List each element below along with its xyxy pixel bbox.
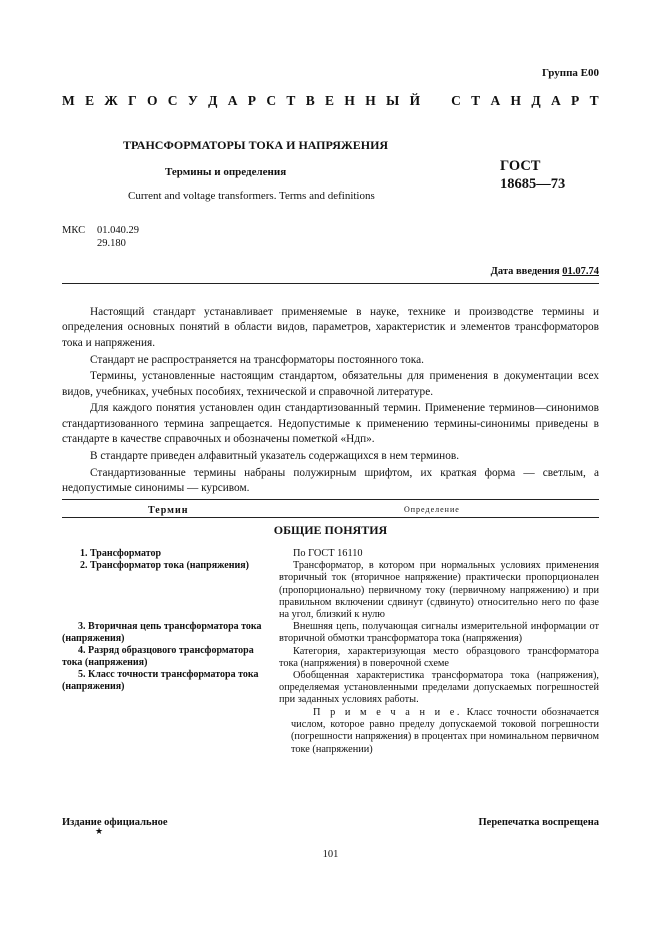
gost-number	[500, 157, 565, 193]
document-title: ТРАНСФОРМАТОРЫ ТОКА И НАПРЯЖЕНИЯ	[123, 138, 389, 152]
banner-letter: О	[146, 93, 158, 108]
page-number: 101	[322, 849, 339, 860]
mks-code: 29.180	[97, 238, 126, 249]
definitions-column	[279, 548, 599, 707]
gost-label: ГОСТ	[500, 158, 541, 174]
banner-letter: Е	[85, 93, 95, 108]
banner-letter: Е	[325, 93, 335, 108]
document-subtitle: Термины и определения	[165, 166, 287, 178]
banner-letter: Г	[128, 93, 137, 108]
banner-letter: Н	[344, 93, 355, 108]
term-1: 1. Трансформатор	[80, 548, 162, 559]
term-3: 3. Вторичная цепь трансформатора тока (напряжения)	[62, 621, 262, 644]
table-header-rule	[62, 517, 599, 518]
official-edition: Издание официальное	[62, 817, 168, 828]
note-paragraph	[291, 707, 599, 756]
preamble-paragraph: В стандарте приведен алфавитный указатель содержащихся в нем терминов.	[90, 449, 460, 462]
banner-letter: Н	[365, 93, 376, 108]
star-icon: ★	[95, 826, 104, 836]
mks-label: МКС	[62, 225, 86, 236]
definition-3: Внешняя цепь, получающая сигналы измерительной информации от вторичной обмотки трансформатора тока (напряжения)	[279, 621, 599, 645]
gost-code: 18685—73	[500, 176, 566, 192]
banner-letter: Р	[247, 93, 257, 108]
banner-letter: Р	[571, 93, 580, 108]
banner-letter: С	[266, 93, 277, 108]
definition-2: Трансформатор, в котором при нормальных условиях применения вторичный ток (вторичное напряжение) практически пропорционален (пропорционально) первичному току (первичному напряжению) и при правильном включении сдвинут (сдвинуто) относительно него по фазе на угол, близкий к нулю	[279, 560, 599, 621]
mks-code: 01.040.29	[97, 225, 139, 236]
banner-letter: М	[62, 93, 75, 108]
banner-letter: Д	[531, 93, 541, 108]
reprint-prohibited: Перепечатка воспрещена	[478, 817, 599, 828]
definition-4: Категория, характеризующая место образцового трансформатора тока (напряжения) в поверочной схеме	[279, 645, 599, 669]
preamble-paragraph: Стандарт не распространяется на трансформаторы постоянного тока.	[90, 353, 424, 366]
banner-letter: Ы	[386, 93, 400, 108]
note-label: П р и м е ч а н и е.	[313, 707, 462, 718]
definition-5: Обобщенная характеристика трансформатора тока (напряжения), определяемая установленными пределами допускаемых погрешностей при заданных условиях работы.	[279, 670, 599, 706]
table-top-rule	[62, 499, 599, 500]
english-title: Current and voltage transformers. Terms and definitions	[128, 190, 375, 202]
preamble	[62, 305, 599, 498]
banner-letter: А	[550, 93, 561, 108]
intro-date-value: 01.07.74	[562, 266, 599, 277]
banner-letter: У	[187, 93, 198, 108]
header-rule	[62, 283, 599, 284]
banner-letter: В	[305, 93, 315, 108]
intro-date	[491, 266, 599, 277]
banner-letter: А	[490, 93, 501, 108]
note-text: Класс точности обозначается числом, которое равно пределу допускаемой токовой погрешности (погрешности напряжения) в процентах при номинальном первичном токе (напряжении)	[291, 707, 600, 755]
standard-banner	[62, 93, 599, 109]
banner-letter: Т	[286, 93, 296, 108]
section-heading: ОБЩИЕ ПОНЯТИЯ	[273, 523, 388, 537]
banner-letter: Й	[409, 93, 421, 108]
banner-letter: Ж	[104, 93, 118, 108]
banner-letter: Д	[208, 93, 218, 108]
term-4: 4. Разряд образцового трансформатора тока (напряжения)	[62, 645, 254, 668]
definition-1: По ГОСТ 16110	[293, 548, 363, 559]
banner-letter: Н	[510, 93, 522, 108]
banner-letter: А	[227, 93, 238, 108]
preamble-paragraph: Термины, установленные настоящим стандартом, обязательны для применения в документации всех видов, учебниках, учебных пособиях, технической и справочной литературе.	[62, 370, 599, 398]
column-header-definition: Определение	[404, 505, 460, 514]
banner-letter: Т	[471, 93, 481, 108]
mks-codes	[97, 224, 139, 250]
preamble-paragraph: Стандартизованные термины набраны полужирным шрифтом, их краткая форма — светлым, а недопустимые синонимы — курсивом.	[62, 466, 599, 494]
banner-letter: Т	[589, 93, 599, 108]
preamble-paragraph: Для каждого понятия установлен один стандартизованный термин. Применение терминов—синонимов стандартизованного термина запрещается. Недопустимые к применению термины-синонимы приведены в стандарте в качестве справочных и обозначены пометкой «Ндп».	[62, 402, 599, 446]
note	[291, 707, 599, 756]
column-header-term: Термин	[148, 505, 189, 516]
banner-letter: С	[451, 93, 461, 108]
mks-block	[62, 224, 139, 249]
intro-date-label: Дата введения	[490, 266, 560, 277]
preamble-paragraph: Настоящий стандарт устанавливает применяемые в науке, технике и производстве термины и определения основных понятий в области видов, параметров, характеристик и элементов трансформаторов тока и напряжения.	[62, 306, 599, 349]
term-5: 5. Класс точности трансформатора тока (напряжения)	[62, 669, 259, 692]
group-code: Группа Е00	[541, 67, 599, 79]
banner-letter: С	[167, 93, 178, 108]
term-2: 2. Трансформатор тока (напряжения)	[80, 560, 249, 571]
